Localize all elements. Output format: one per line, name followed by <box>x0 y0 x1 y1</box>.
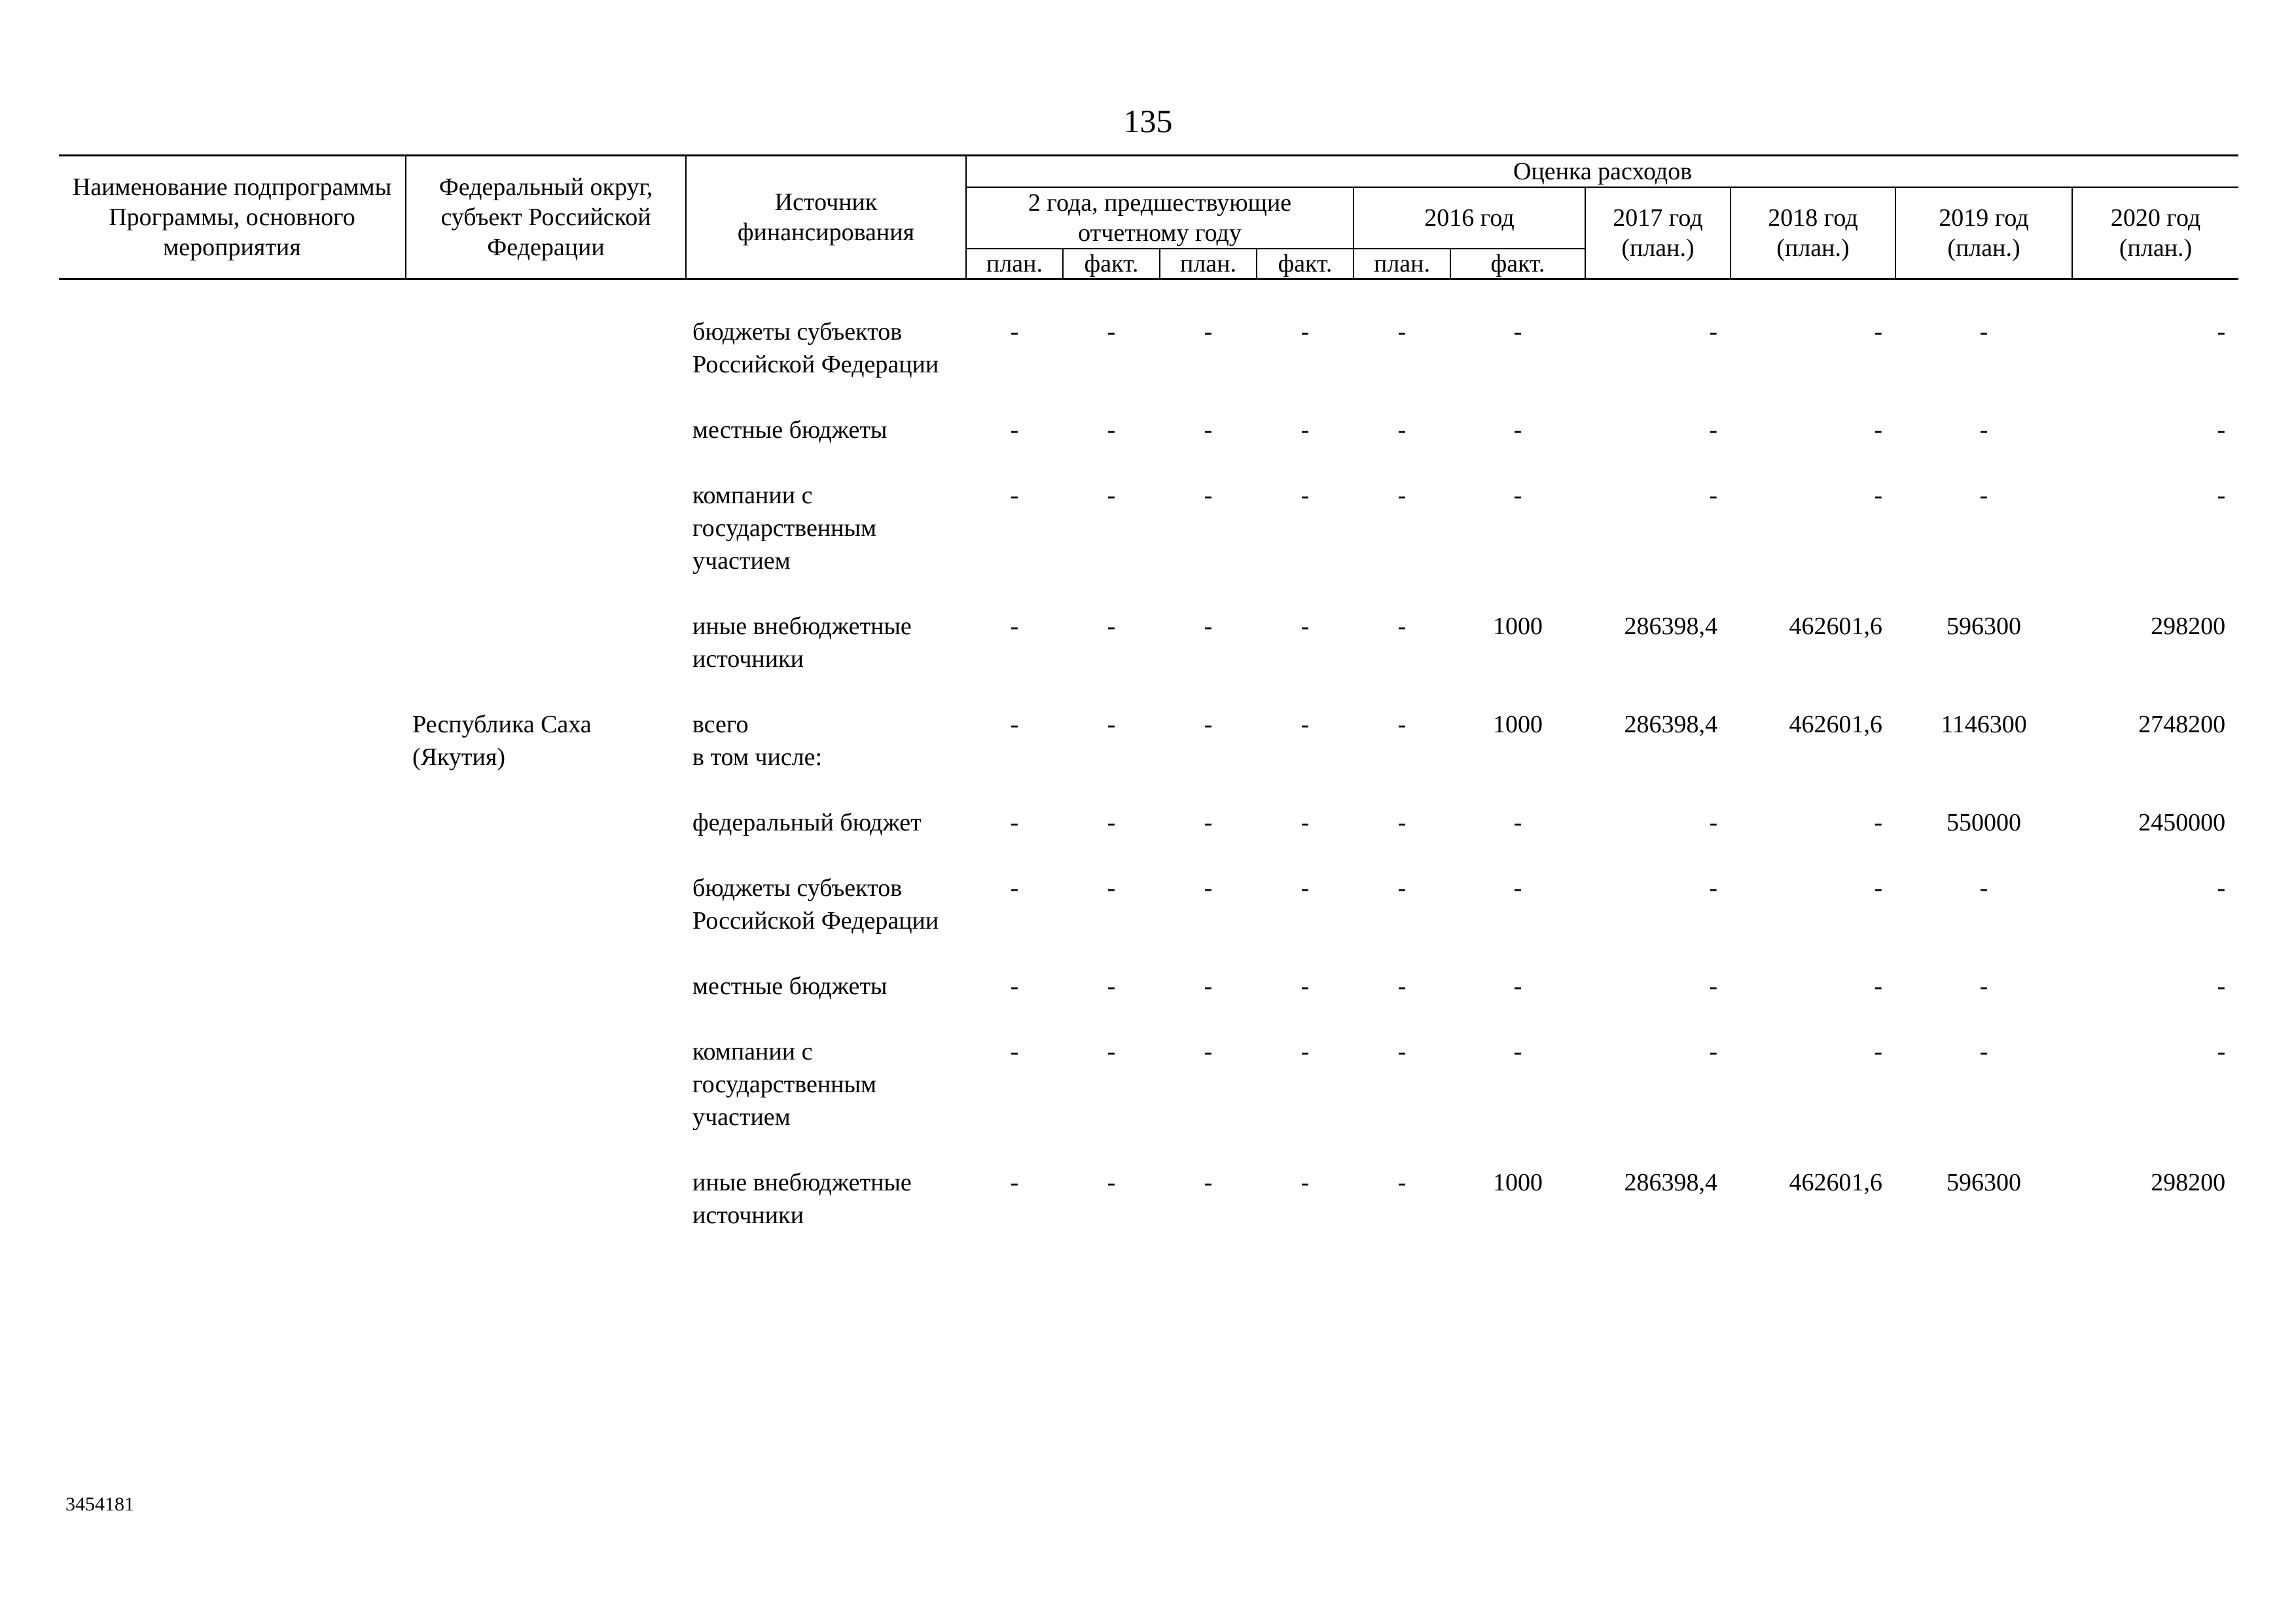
cell-value: - <box>1204 318 1213 346</box>
cell-value: 298200 <box>2151 613 2226 640</box>
cell-value: - <box>1709 809 1717 836</box>
cell-value: - <box>1107 809 1116 836</box>
cell-value: - <box>1513 318 1522 346</box>
cell-region <box>406 806 686 872</box>
cell-value: 1000 <box>1493 1169 1543 1196</box>
source-label: местные бюджеты <box>692 972 888 1000</box>
table-row <box>59 970 2238 1035</box>
cell-value: - <box>1397 809 1407 836</box>
cell-value: - <box>1513 972 1522 1000</box>
cell-source <box>686 708 966 806</box>
cell-value: - <box>1204 613 1213 640</box>
header-plan: план. <box>1354 249 1450 279</box>
cell-value: - <box>2217 874 2226 902</box>
table-row <box>59 414 2238 479</box>
cell-value: - <box>1107 318 1116 346</box>
cell-program-name <box>59 610 406 708</box>
cell-value: - <box>1513 416 1522 444</box>
table-row <box>59 708 2238 806</box>
cell-value: - <box>1107 1169 1116 1196</box>
cell-value: - <box>1107 416 1116 444</box>
cell-value: - <box>2217 318 2226 346</box>
cell-value: - <box>1300 1038 1310 1065</box>
header-fact: факт. <box>1450 249 1585 279</box>
cell-value: - <box>1204 482 1213 509</box>
header-plan: план. <box>966 249 1063 279</box>
cell-value: - <box>1204 1169 1213 1196</box>
table-header <box>59 156 2238 279</box>
cell-value: - <box>1874 318 1882 346</box>
cell-value: - <box>1204 1038 1213 1065</box>
cell-value: - <box>1979 972 1988 1000</box>
cell-value: - <box>1397 1038 1407 1065</box>
cell-source <box>686 1035 966 1166</box>
cell-value: - <box>1300 1169 1310 1196</box>
cell-value: - <box>1010 318 1019 346</box>
cell-value: 596300 <box>1946 1169 2021 1196</box>
cell-value: - <box>1709 874 1717 902</box>
cell-value: - <box>1979 318 1988 346</box>
cell-source <box>686 414 966 479</box>
cell-value: - <box>1300 809 1310 836</box>
header-fact: факт. <box>1257 249 1354 279</box>
cell-value: - <box>1513 1038 1522 1065</box>
cell-program-name <box>59 1035 406 1166</box>
cell-value: - <box>1204 416 1213 444</box>
cell-value: 2748200 <box>2138 711 2226 738</box>
source-label: бюджеты субъектов Российской Федерации <box>692 874 939 935</box>
cell-value: 596300 <box>1946 613 2021 640</box>
cell-value: - <box>1107 874 1116 902</box>
cell-value: - <box>1397 1169 1407 1196</box>
cell-value: - <box>2217 482 2226 509</box>
cell-program-name <box>59 479 406 610</box>
source-label: компании с государственным участием <box>692 482 877 575</box>
cell-value: - <box>1010 874 1019 902</box>
header-fact: факт. <box>1063 249 1160 279</box>
cell-value: 1000 <box>1493 613 1543 640</box>
cell-value: 286398,4 <box>1624 1169 1717 1196</box>
cell-value: - <box>1874 482 1882 509</box>
source-label: местные бюджеты <box>692 416 888 444</box>
cell-value: - <box>1010 972 1019 1000</box>
cell-value: - <box>1874 1038 1882 1065</box>
cell-source <box>686 806 966 872</box>
source-note: в том числе: <box>692 743 823 771</box>
source-label: федеральный бюджет <box>692 809 922 836</box>
expenses-table <box>59 154 2238 1264</box>
cell-value: - <box>1010 416 1019 444</box>
header-2020: 2020 год (план.) <box>2072 187 2238 279</box>
cell-value: - <box>1979 1038 1988 1065</box>
cell-value: - <box>1979 874 1988 902</box>
cell-region <box>406 414 686 479</box>
header-source: Источник финансирования <box>686 156 966 279</box>
header-2019: 2019 год (план.) <box>1895 187 2072 279</box>
cell-value: - <box>1010 1038 1019 1065</box>
cell-value: 462601,6 <box>1789 613 1882 640</box>
cell-value: - <box>2217 1038 2226 1065</box>
cell-value: - <box>1979 416 1988 444</box>
source-label: компании с государственным участием <box>692 1038 877 1131</box>
cell-value: - <box>2217 972 2226 1000</box>
cell-value: - <box>1397 711 1407 738</box>
table-row <box>59 610 2238 708</box>
cell-value: - <box>1300 482 1310 509</box>
cell-value: 286398,4 <box>1624 711 1717 738</box>
cell-value: - <box>1709 318 1717 346</box>
cell-region <box>406 479 686 610</box>
cell-value: - <box>1513 809 1522 836</box>
cell-value: - <box>1010 1169 1019 1196</box>
cell-program-name <box>59 414 406 479</box>
cell-value: - <box>1300 613 1310 640</box>
cell-program-name <box>59 708 406 806</box>
cell-value: - <box>1204 972 1213 1000</box>
table-row <box>59 479 2238 610</box>
cell-value: 462601,6 <box>1789 1169 1882 1196</box>
cell-program-name <box>59 970 406 1035</box>
cell-value: - <box>1874 416 1882 444</box>
cell-value: - <box>1107 711 1116 738</box>
cell-source <box>686 872 966 970</box>
cell-value: - <box>1300 318 1310 346</box>
page-number: 135 <box>1123 103 1173 139</box>
cell-value: - <box>1513 482 1522 509</box>
source-label: иные внебюджетные источники <box>692 1169 912 1229</box>
cell-value: - <box>1300 874 1310 902</box>
table-body <box>59 279 2238 1265</box>
cell-value: - <box>1010 809 1019 836</box>
cell-value: 2450000 <box>2138 809 2226 836</box>
cell-value: - <box>1300 711 1310 738</box>
cell-source <box>686 279 966 414</box>
cell-source <box>686 479 966 610</box>
table-row <box>59 279 2238 414</box>
source-label: всего <box>692 711 749 738</box>
cell-value: - <box>1397 972 1407 1000</box>
cell-program-name <box>59 872 406 970</box>
cell-value: - <box>1709 1038 1717 1065</box>
cell-source <box>686 610 966 708</box>
cell-value: - <box>1300 416 1310 444</box>
cell-region: Республика Саха (Якутия) <box>412 711 592 771</box>
cell-region <box>406 1035 686 1166</box>
cell-value: - <box>1874 809 1882 836</box>
cell-source <box>686 1166 966 1264</box>
cell-value: - <box>1010 711 1019 738</box>
cell-region <box>406 872 686 970</box>
cell-value: - <box>1397 613 1407 640</box>
cell-region <box>406 610 686 708</box>
header-2017: 2017 год (план.) <box>1585 187 1731 279</box>
cell-value: - <box>1107 972 1116 1000</box>
cell-value: - <box>1107 482 1116 509</box>
cell-value: - <box>1300 972 1310 1000</box>
cell-value: - <box>1204 711 1213 738</box>
header-plan: план. <box>1160 249 1257 279</box>
cell-value: - <box>1204 809 1213 836</box>
cell-value: - <box>1397 874 1407 902</box>
cell-value: - <box>1397 318 1407 346</box>
cell-value: - <box>1709 972 1717 1000</box>
cell-region <box>406 970 686 1035</box>
cell-value: - <box>1010 482 1019 509</box>
document-code: 3454181 <box>65 1493 134 1515</box>
source-label: иные внебюджетные источники <box>692 613 912 673</box>
header-prev-years: 2 года, предшествующие отчетному году <box>966 187 1354 249</box>
cell-program-name <box>59 279 406 414</box>
cell-value: - <box>1107 613 1116 640</box>
cell-value: - <box>1204 874 1213 902</box>
table-row <box>59 1166 2238 1264</box>
cell-value: 298200 <box>2151 1169 2226 1196</box>
cell-value: 286398,4 <box>1624 613 1717 640</box>
cell-value: - <box>1107 1038 1116 1065</box>
cell-value: - <box>1709 416 1717 444</box>
cell-value: - <box>2217 416 2226 444</box>
cell-region <box>406 279 686 414</box>
cell-program-name <box>59 806 406 872</box>
cell-value: - <box>1010 613 1019 640</box>
cell-value: 462601,6 <box>1789 711 1882 738</box>
cell-value: - <box>1513 874 1522 902</box>
table-row <box>59 1035 2238 1166</box>
header-name: Наименование подпрограммы Программы, основного мероприятия <box>59 156 406 279</box>
header-estimate: Оценка расходов <box>966 156 2238 188</box>
source-label: бюджеты субъектов Российской Федерации <box>692 318 939 378</box>
cell-value: 550000 <box>1946 809 2021 836</box>
table-row <box>59 872 2238 970</box>
header-2018: 2018 год (план.) <box>1731 187 1895 279</box>
header-district: Федеральный округ, субъект Российской Федерации <box>406 156 686 279</box>
cell-region <box>406 1166 686 1264</box>
cell-value: - <box>1709 482 1717 509</box>
cell-value: - <box>1397 416 1407 444</box>
cell-source <box>686 970 966 1035</box>
cell-value: - <box>1874 874 1882 902</box>
cell-value: - <box>1397 482 1407 509</box>
cell-value: 1000 <box>1493 711 1543 738</box>
cell-value: - <box>1979 482 1988 509</box>
table-row <box>59 806 2238 872</box>
cell-program-name <box>59 1166 406 1264</box>
cell-value: 1146300 <box>1941 711 2027 738</box>
header-2016: 2016 год <box>1354 187 1585 249</box>
cell-value: - <box>1874 972 1882 1000</box>
